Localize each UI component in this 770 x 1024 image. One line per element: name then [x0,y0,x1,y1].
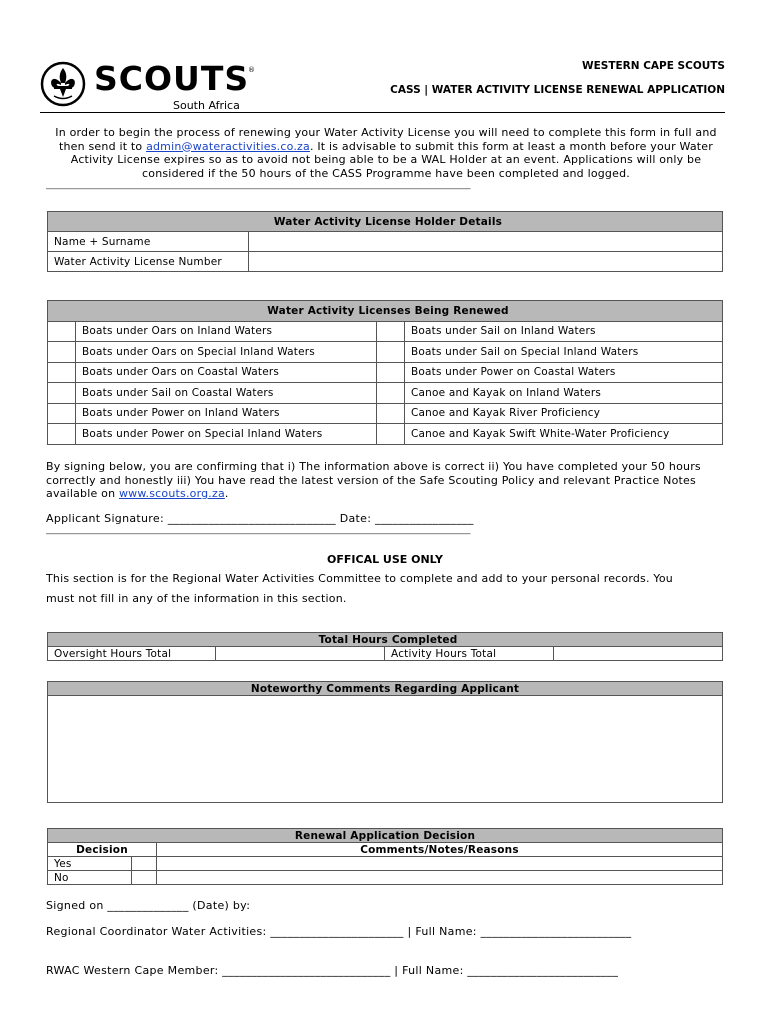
separator-line: __________________________________________________________________________________________________________ [46,180,470,190]
license-number-label: Water Activity License Number [48,252,249,272]
registered-mark: ® [248,66,255,74]
comments-header: Comments/Notes/Reasons [157,843,723,857]
logo-wordmark: SCOUTS [94,59,250,98]
oversight-hours-field[interactable] [216,647,385,661]
license-checkbox[interactable] [377,321,405,342]
license-number-field[interactable] [249,252,723,272]
coordinator-signature-line[interactable]: Regional Coordinator Water Activities: _______________________ | Full Name: __________________________ [46,925,632,938]
activity-hours-label: Activity Hours Total [385,647,554,661]
license-checkbox[interactable] [377,403,405,424]
name-label: Name + Surname [48,232,249,252]
fleur-de-lis-icon [40,61,86,107]
decision-yes-checkbox[interactable] [132,857,157,871]
license-option: Canoe and Kayak Swift White-Water Proficiency [405,424,723,445]
page-header [40,55,725,113]
decision-table-title: Renewal Application Decision [48,829,723,843]
declaration-text: By signing below, you are confirming that i) The information above is correct ii) You have completed your 50 hours correctly and honestly iii) You have read the latest version of the Safe Scouting Policy and relevant Practice Notes available on [46,460,701,500]
oversight-hours-label: Oversight Hours Total [48,647,216,661]
license-option: Boats under Power on Inland Waters [76,403,377,424]
comments-table-title: Noteworthy Comments Regarding Applicant [48,682,723,696]
decision-header: Decision [48,843,157,857]
license-checkbox[interactable] [48,424,76,445]
official-line-2: must not fill in any of the information in this section. [46,592,347,605]
license-option: Boats under Oars on Coastal Waters [76,362,377,383]
logo-subtitle: South Africa [173,99,240,112]
license-option: Canoe and Kayak on Inland Waters [405,383,723,404]
separator-line: __________________________________________________________________________________________________________ [46,525,470,535]
official-line-1: This section is for the Regional Water Activities Committee to complete and add to your personal records. You [46,572,673,585]
license-option: Canoe and Kayak River Proficiency [405,403,723,424]
hours-table [47,632,723,661]
decision-no-checkbox[interactable] [132,871,157,885]
decision-yes-comments[interactable] [157,857,723,871]
license-option: Boats under Oars on Inland Waters [76,321,377,342]
official-use-heading: OFFICAL USE ONLY [327,553,443,566]
declaration-end: . [224,487,229,500]
license-checkbox[interactable] [48,362,76,383]
license-checkbox[interactable] [377,424,405,445]
holder-details-table [47,211,723,272]
license-checkbox[interactable] [377,362,405,383]
license-option: Boats under Sail on Inland Waters [405,321,723,342]
decision-yes-label: Yes [48,857,132,871]
decision-table [47,828,723,885]
email-link[interactable]: admin@wateractivities.co.za [146,139,310,153]
holder-table-title: Water Activity License Holder Details [48,212,723,232]
organisation-name: WESTERN CAPE SCOUTS [582,60,725,72]
rwac-member-signature-line[interactable]: RWAC Western Cape Member: _____________________________ | Full Name: __________________________ [46,964,619,977]
name-field[interactable] [249,232,723,252]
form-title: CASS | WATER ACTIVITY LICENSE RENEWAL APPLICATION [390,84,725,96]
license-option: Boats under Oars on Special Inland Waters [76,342,377,363]
license-checkbox[interactable] [377,342,405,363]
activity-hours-field[interactable] [554,647,723,661]
intro-text-2: . It is advisable to submit this form at least a month before your Water Activity License expires so as to avoid not being able to be a WAL Holder at an event. Applications will only be considered if the 50 hours of the CASS Programme have been completed and logged. [70,139,713,180]
intro-text-1: In order to begin the process of renewing your Water Activity License you will need to complete this form in full and then send it to [55,126,717,153]
hours-table-title: Total Hours Completed [48,633,723,647]
comments-table [47,681,723,803]
decision-no-comments[interactable] [157,871,723,885]
declaration-paragraph [46,460,726,501]
license-checkbox[interactable] [377,383,405,404]
license-option: Boats under Power on Special Inland Waters [76,424,377,445]
licenses-table-title: Water Activity Licenses Being Renewed [48,301,723,322]
license-option: Boats under Sail on Coastal Waters [76,383,377,404]
license-checkbox[interactable] [48,403,76,424]
license-option: Boats under Sail on Special Inland Waters [405,342,723,363]
decision-no-label: No [48,871,132,885]
licenses-table [47,300,723,445]
scouts-logo [40,61,270,111]
comments-field[interactable] [48,696,723,803]
intro-paragraph [46,126,726,180]
header-divider [40,112,725,113]
license-checkbox[interactable] [48,342,76,363]
signed-on-line[interactable]: Signed on ______________ (Date) by: [46,899,251,912]
scouts-website-link[interactable]: www.scouts.org.za [118,487,225,500]
applicant-signature-line[interactable]: Applicant Signature: _____________________________ Date: _________________ [46,512,474,525]
license-checkbox[interactable] [48,383,76,404]
license-checkbox[interactable] [48,321,76,342]
license-option: Boats under Power on Coastal Waters [405,362,723,383]
